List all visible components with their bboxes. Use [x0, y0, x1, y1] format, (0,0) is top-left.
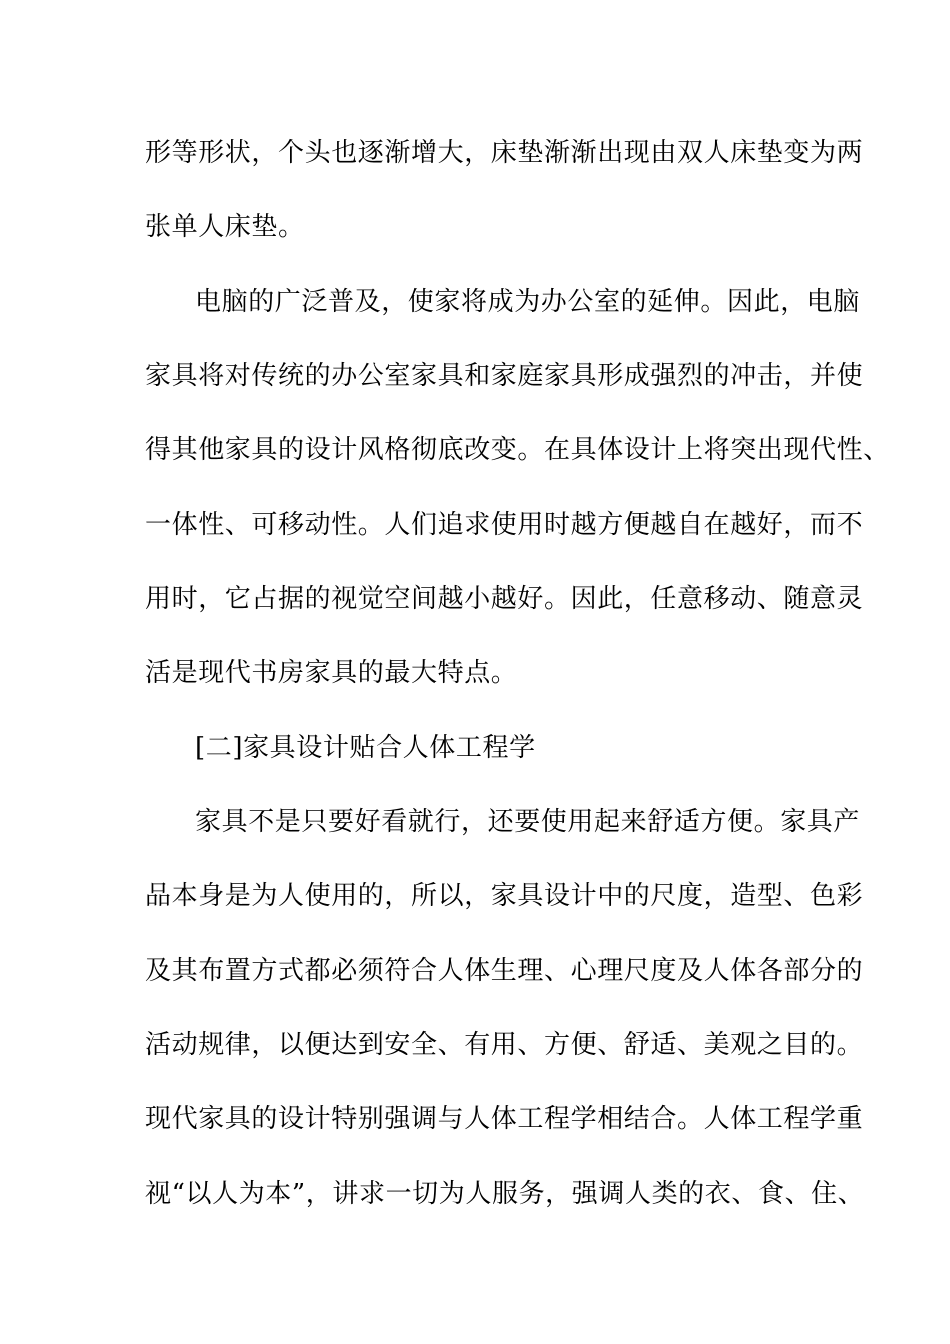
paragraph-first-line: 家具不是只要好看就行，还要使用起来舒适方便。家具产 [195, 807, 861, 837]
paragraph-line: 得其他家具的设计风格彻底改变。在具体设计上将突出现代性、 [145, 435, 890, 465]
paragraph-line: 现代家具的设计特别强调与人体工程学相结合。人体工程学重 [145, 1104, 864, 1134]
paragraph-line: 用时，它占据的视觉空间越小越好。因此，任意移动、随意灵 [145, 584, 864, 614]
paragraph-first-line: 电脑的广泛普及，使家将成为办公室的延伸。因此，电脑 [195, 287, 861, 317]
paragraph-line: 活是现代书房家具的最大特点。 [145, 658, 518, 688]
paragraph-line: 品本身是为人使用的，所以，家具设计中的尺度，造型、色彩 [145, 881, 864, 911]
paragraph-line: 视“以人为本”，讲求一切为人服务，强调人类的衣、食、住、 [145, 1179, 865, 1209]
section-heading: [二]家具设计贴合人体工程学 [195, 733, 536, 763]
paragraph-line: 家具将对传统的办公室家具和家庭家具形成强烈的冲击，并使 [145, 361, 864, 391]
paragraph-line: 一体性、可移动性。人们追求使用时越方便越自在越好，而不 [145, 510, 864, 540]
paragraph-line: 活动规律，以便达到安全、有用、方便、舒适、美观之目的。 [145, 1030, 864, 1060]
paragraph-line: 及其布置方式都必须符合人体生理、心理尺度及人体各部分的 [145, 956, 864, 986]
paragraph-line: 张单人床垫。 [145, 212, 305, 242]
paragraph-line: 形等形状，个头也逐渐增大，床垫渐渐出现由双人床垫变为两 [145, 138, 864, 168]
